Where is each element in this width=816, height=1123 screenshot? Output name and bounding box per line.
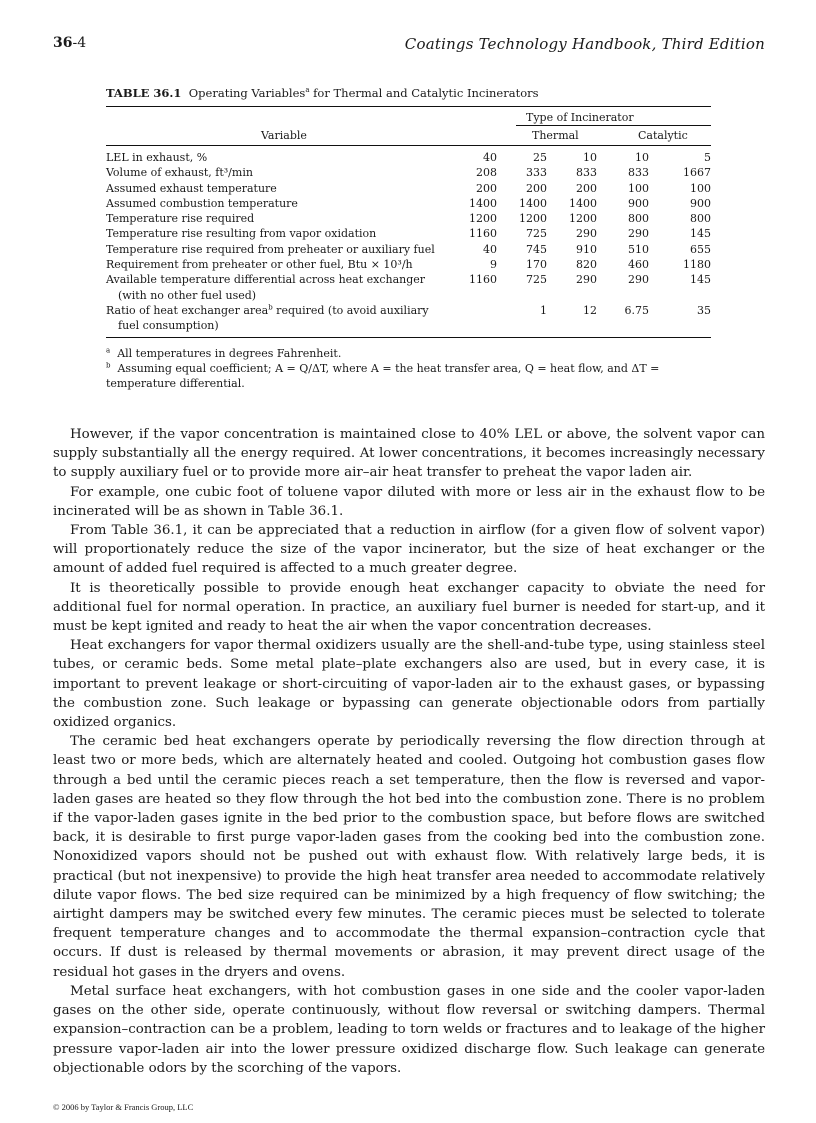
row-label: LEL in exhaust, % [106,151,208,164]
row-label: Volume of exhaust, ft³/min [106,166,253,180]
row-value: 1 [540,303,547,317]
column-header-variable: Variable [261,129,307,142]
row-label: Temperature rise resulting from vapor oxidation [106,227,377,241]
row-value: 820 [576,258,597,272]
row-value: 170 [526,258,547,272]
row-value: 200 [476,181,497,195]
table-row [106,257,711,272]
row-value: 460 [628,258,649,272]
body-text [53,425,765,1078]
row-value: 200 [526,181,547,195]
row-value: 833 [628,166,649,180]
paragraph: From Table 36.1, it can be appreciated that a reduction in airflow (for a given flow of solvent vapor) will proportionately reduce the size of the vapor incinerator, but the size of heat exchanger or the amount of added fuel required is affected to a much greater degree. [53,523,765,577]
row-value: 900 [690,196,711,210]
row-value: 910 [576,242,597,256]
row-value: 10 [583,151,597,164]
row-value: 900 [628,196,649,210]
row-value: 35 [697,303,711,317]
row-value: 5 [704,151,711,164]
footnote-b: $^b$ Assuming equal coefficient; A = Q/ΔT, where A = the heat transfer area, Q = heat flow, and ΔT = temperature differential. [106,360,660,390]
column-header-thermal: Thermal [532,129,579,142]
paragraph: For example, one cubic foot of toluene vapor diluted with more or less air in the exhaust flow to be incinerated will be as shown in Table 36.1. [53,484,765,519]
row-value: 208 [476,166,497,180]
row-value: 145 [690,227,711,241]
row-value: 100 [690,181,711,195]
row-value: 290 [576,273,597,287]
table-bottom-rule [106,337,711,338]
row-value: 9 [490,258,497,272]
row-value: 655 [690,242,711,256]
table-36-1 [106,86,711,391]
row-value: 1400 [569,196,597,210]
row-value: 12 [583,303,597,317]
row-value: 833 [576,166,597,180]
column-header-catalytic: Catalytic [638,129,688,142]
column-headers [106,126,711,145]
copyright-notice: © 2006 by Taylor & Francis Group, LLC [53,1102,194,1112]
table-row [106,242,711,257]
type-header [106,107,711,125]
row-value: 145 [690,273,711,287]
running-header [53,35,765,55]
row-value: 25 [533,151,547,164]
paragraph: Metal surface heat exchangers, with hot combustion gases in one side and the cooler vapor-laden gases on the other side, operate continuously, without flow reversal or switching dampers. Thermal expansion–contraction can be a problem, leading to torn welds or fractures and to leakage of the higher pressure vapor-laden air into the lower pressure oxidized discharge flow. Such leakage can generate objectionable odors by the scorching of the vapors. [53,983,765,1076]
row-value: 10 [635,151,649,164]
row-label: Assumed exhaust temperature [106,181,277,195]
row-value: 1200 [469,212,497,226]
row-value: 290 [628,227,649,241]
row-value: 510 [628,242,649,256]
table-row [106,165,711,180]
row-value: 290 [576,227,597,241]
row-value: 1200 [569,212,597,226]
row-value: 1160 [469,227,497,241]
page-number: 36-4 [53,35,87,51]
row-value: 40 [483,242,497,256]
row-value: 1160 [469,273,497,287]
table-row [106,150,711,165]
row-label: Temperature rise required [106,212,255,226]
row-value: 1180 [683,258,711,272]
row-value: 290 [628,273,649,287]
row-label: Requirement from preheater or other fuel, Btu × 10³/h [106,258,413,272]
row-value: 1667 [683,166,711,180]
row-value: 725 [526,227,547,241]
row-label: Ratio of heat exchanger area$^b$ required (to avoid auxiliary fuel consumption) [106,303,429,333]
paragraph: The ceramic bed heat exchangers operate by periodically reversing the flow direction through at least two or more beds, which are alternately heated and cooled. Outgoing hot combustion gases flow through a bed until the ceramic pieces reach a set temperature, then the flow is reversed and vapor-laden gases are heated so they flow through the hot bed into the combustion zone. There is no problem if the vapor-laden gases ignite in the bed prior to the combustion space, but before flows are switched back, it is desirable to first purge vapor-laden gases from the cooking bed into the combustion zone. Nonoxidized vapors should not be pushed out with exhaust flow. With relatively large beds, it is practical (but not inexpensive) to provide the high heat transfer area needed to accommodate relatively dilute vapor flows. The bed size required can be minimized by a high frequency of flow switching; the airtight dampers may be switched every few minutes. The ceramic pieces must be selected to tolerate frequent temperature changes and to accommodate the thermal expansion–contraction cycle that occurs. If dust is released by thermal movements or abrasion, it may prevent direct usage of the residual hot gases in the dryers and ovens. [53,734,765,980]
row-value [466,303,497,334]
type-header-label: Type of Incinerator [526,111,634,124]
row-value: 1200 [519,212,547,226]
paragraph: Heat exchangers for vapor thermal oxidizers usually are the shell-and-tube type, using stainless steel tubes, or ceramic beds. Some metal plate–plate exchangers also are used, but in every case, it is important to prevent leakage or short-circuiting of vapor-laden air to the exhaust gases, or bypassing the combustion zone. Such leakage or bypassing can generate objectionable odors from partially oxidized organics. [53,638,765,731]
row-value: 100 [628,181,649,195]
row-value: 40 [483,151,497,164]
row-value: 725 [526,273,547,287]
table-row [106,303,711,334]
row-label: Temperature rise required from preheater or auxiliary fuel [106,242,435,256]
row-value: 800 [628,212,649,226]
row-value: 800 [690,212,711,226]
row-value: 1400 [519,196,547,210]
row-value: 200 [576,181,597,195]
row-value: 6.75 [624,303,649,317]
table-body [106,146,711,337]
table-row [106,181,711,196]
table-row [106,196,711,211]
row-label: Available temperature differential across heat exchanger (with no other fuel used) [106,273,426,302]
row-value: 333 [526,166,547,180]
row-label: Assumed combustion temperature [106,196,298,210]
table-row [106,211,711,226]
row-value: 1400 [469,196,497,210]
footnote-a: $^a$ All temperatures in degrees Fahrenheit. [106,345,342,360]
table-caption: TABLE 36.1 Operating Variables$^a$ for Thermal and Catalytic Incinerators [106,86,539,100]
paragraph: It is theoretically possible to provide enough heat exchanger capacity to obviate the need for additional fuel for normal operation. In practice, an auxiliary fuel burner is needed for start-up, and it must be kept ignited and ready to heat the air when the vapor concentration decreases. [53,580,765,635]
data-table [106,150,711,334]
table-row [106,226,711,241]
paragraph: However, if the vapor concentration is maintained close to 40% LEL or above, the solvent vapor can supply substantially all the energy required. At lower concentrations, it becomes increasingly necessary to supply auxiliary fuel or to provide more air–air heat transfer to preheat the vapor laden air. [53,427,765,481]
table-footnotes [106,346,711,391]
running-title: Coatings Technology Handbook, Third Edition [404,35,765,53]
table-row [106,272,711,303]
row-value: 745 [526,242,547,256]
